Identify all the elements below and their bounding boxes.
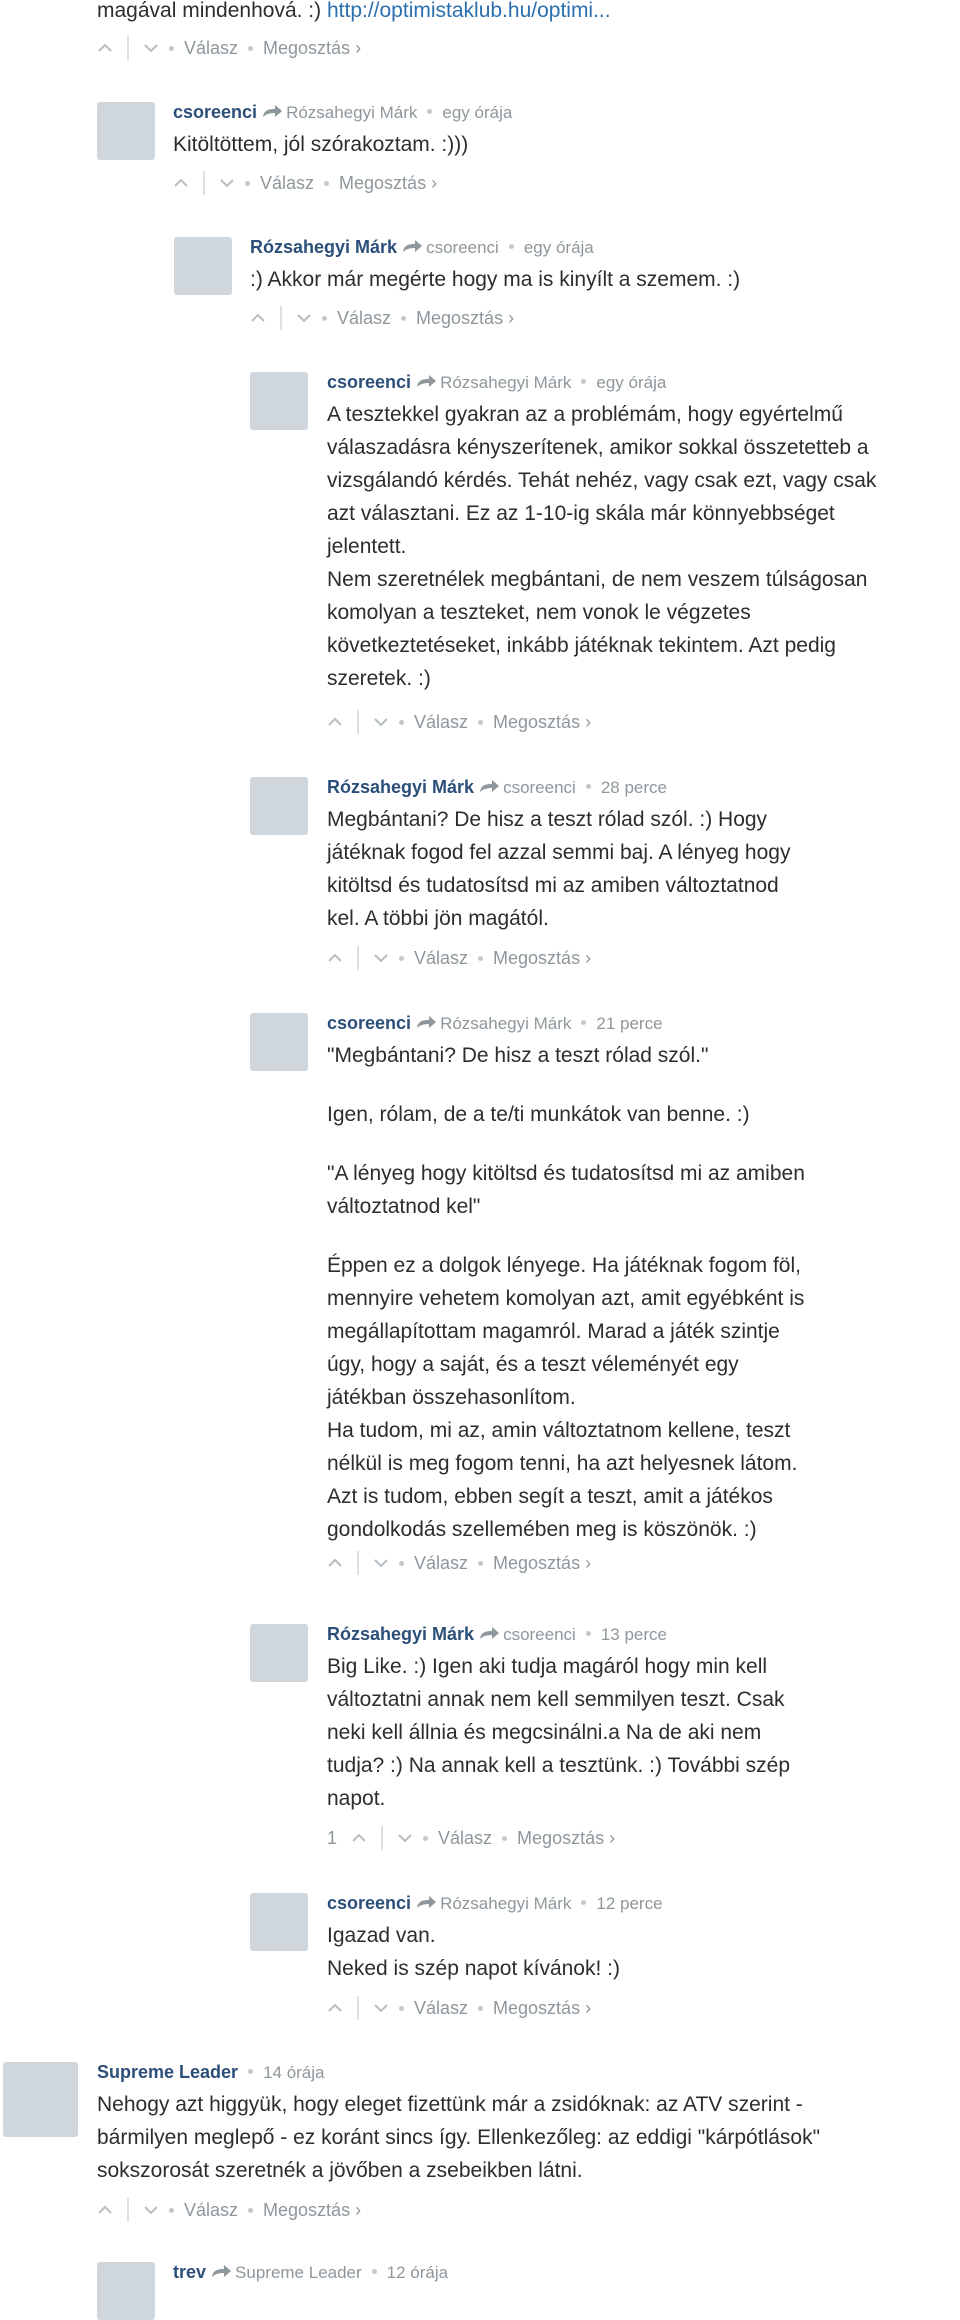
comment-line: A tesztekkel gyakran az a problémám, hogy egyértelmű xyxy=(327,403,843,426)
comment-time[interactable]: 21 perce xyxy=(596,1014,663,1033)
vote-divider xyxy=(357,946,359,970)
comment-time[interactable]: 12 órája xyxy=(386,2263,449,2282)
comment-line: gondolkodás szellemében meg is köszönök. :) xyxy=(327,1518,757,1541)
reply-arrow-icon xyxy=(478,778,500,794)
comment-line: Igazad van. xyxy=(327,1924,436,1947)
comment-line: jelentett. xyxy=(327,535,407,558)
reply-button[interactable]: Válasz xyxy=(438,1828,493,1848)
downvote-icon[interactable] xyxy=(373,1558,389,1568)
comment-line: "A lényeg hogy kitöltsd és tudatosítsd mi az amiben xyxy=(327,1162,805,1185)
vote-divider xyxy=(357,1551,359,1575)
comment-author[interactable]: csoreenci xyxy=(327,1013,412,1033)
comment-line: játékban összehasonlítom. xyxy=(327,1386,576,1409)
comment-line: játéknak fogod fel azzal semmi baj. A lényeg hogy xyxy=(327,841,791,864)
reply-arrow-icon xyxy=(415,1014,437,1030)
comment-body xyxy=(173,128,468,161)
separator-dot xyxy=(324,181,329,186)
reply-button[interactable]: Válasz xyxy=(260,173,315,193)
vote-count: 1 xyxy=(327,1828,338,1848)
comment-time[interactable]: 28 perce xyxy=(600,778,667,797)
reply-arrow-icon xyxy=(415,373,437,389)
comment-author[interactable]: csoreenci xyxy=(327,372,412,392)
downvote-icon[interactable] xyxy=(373,953,389,963)
comment-line: úgy, hogy a saját, és a teszt véleményét egy xyxy=(327,1353,739,1376)
separator-dot xyxy=(399,720,404,725)
comment-header xyxy=(327,1011,663,1036)
upvote-icon[interactable] xyxy=(97,2205,113,2215)
comment-footer xyxy=(327,1996,591,2020)
downvote-icon[interactable] xyxy=(373,717,389,727)
avatar[interactable] xyxy=(250,1893,308,1951)
comment-footer xyxy=(327,710,591,734)
downvote-icon[interactable] xyxy=(397,1833,413,1843)
vote-divider xyxy=(357,710,359,734)
downvote-icon[interactable] xyxy=(296,313,312,323)
comment-line: Azt is tudom, ebben segít a teszt, amit a játékos xyxy=(327,1485,773,1508)
comment-time[interactable]: 14 órája xyxy=(263,2063,325,2082)
comment-line: Megbántani? De hisz a teszt rólad szól. :) Hogy xyxy=(327,808,768,831)
comment-header xyxy=(97,2060,325,2085)
comment-footer xyxy=(250,306,514,330)
comment-header xyxy=(327,1622,667,1647)
reply-button[interactable]: Válasz xyxy=(184,2200,239,2220)
separator-dot xyxy=(581,379,586,384)
comment-author[interactable]: Rózsahegyi Márk xyxy=(327,777,475,797)
parent-author[interactable]: csoreenci xyxy=(503,778,576,797)
separator-dot xyxy=(248,2069,253,2074)
reply-button[interactable]: Válasz xyxy=(184,38,239,58)
vote-divider xyxy=(381,1826,383,1850)
comment-line: Neked is szép napot kívánok! :) xyxy=(327,1957,620,1980)
comment-header xyxy=(250,235,594,260)
reply-button[interactable]: Válasz xyxy=(414,712,469,732)
vote-divider xyxy=(127,2198,129,2222)
upvote-icon[interactable] xyxy=(97,43,113,53)
reply-arrow-icon xyxy=(478,1625,500,1641)
separator-dot xyxy=(478,1561,483,1566)
comment-footer xyxy=(327,1826,615,1850)
upvote-icon[interactable] xyxy=(351,1833,367,1843)
vote-divider xyxy=(127,36,129,60)
share-button[interactable]: Megosztás › xyxy=(493,1553,592,1573)
reply-arrow-icon xyxy=(401,238,423,254)
comment-line: bármilyen meglepő - ez koránt sincs így. Ellenkezőleg: az eddigi "kárpótlások" xyxy=(97,2126,821,2149)
comment-line: :) Akkor már megérte hogy ma is kinyílt a szemem. :) xyxy=(250,268,741,291)
parent-author[interactable]: Supreme Leader xyxy=(235,2263,362,2282)
avatar[interactable] xyxy=(250,372,308,430)
separator-dot xyxy=(581,1900,586,1905)
reply-button[interactable]: Válasz xyxy=(337,308,392,328)
comment-line: napot. xyxy=(327,1787,386,1810)
comment-author[interactable]: csoreenci xyxy=(173,102,258,122)
comment-line: változtatni annak nem kell semmilyen teszt. Csak xyxy=(327,1688,785,1711)
comment-line: szeretek. :) xyxy=(327,667,431,690)
comment-body xyxy=(250,263,740,296)
separator-dot xyxy=(399,956,404,961)
parent-author[interactable]: Rózsahegyi Márk xyxy=(286,103,418,122)
comment-line: sokszorosát szeretnék a jövőben a zsebeikben látni. xyxy=(97,2159,583,2182)
vote-divider xyxy=(203,171,205,195)
avatar[interactable] xyxy=(3,2062,78,2137)
avatar[interactable] xyxy=(174,237,232,295)
avatar[interactable] xyxy=(97,2262,155,2320)
comment-author[interactable]: Rózsahegyi Márk xyxy=(327,1624,475,1644)
comment-body xyxy=(327,1039,805,1546)
downvote-icon[interactable] xyxy=(143,43,159,53)
reply-button[interactable]: Válasz xyxy=(414,948,469,968)
downvote-icon[interactable] xyxy=(373,2003,389,2013)
share-button[interactable]: Megosztás › xyxy=(263,2200,362,2220)
comment-line: következtetéseket, inkább játéknak tekintem. Azt pedig xyxy=(327,634,836,657)
separator-dot xyxy=(169,2208,174,2213)
comment-line: Nem szeretnélek megbántani, de nem veszem túlságosan xyxy=(327,568,868,591)
upvote-icon[interactable] xyxy=(250,313,266,323)
separator-dot xyxy=(399,1561,404,1566)
upvote-icon[interactable] xyxy=(327,717,343,727)
comment-time[interactable]: egy órája xyxy=(523,238,594,257)
separator-dot xyxy=(478,956,483,961)
upvote-icon[interactable] xyxy=(173,178,189,188)
avatar[interactable] xyxy=(250,1624,308,1682)
comment-line: Nehogy azt higgyük, hogy eleget fizettünk már a zsidóknak: az ATV szerint - xyxy=(97,2093,803,2116)
comment-footer xyxy=(327,946,591,970)
comment-line: Igen, rólam, de a te/ti munkátok van benne. :) xyxy=(327,1103,750,1126)
separator-dot xyxy=(581,1020,586,1025)
comment-line: kitöltsd és tudatosítsd mi az amiben változtatnod xyxy=(327,874,779,897)
share-button[interactable]: Megosztás › xyxy=(339,173,438,193)
comment-line: Big Like. :) Igen aki tudja magáról hogy min kell xyxy=(327,1655,768,1678)
comment-footer-top xyxy=(97,36,361,60)
comment-header xyxy=(327,370,666,395)
avatar[interactable] xyxy=(250,1013,308,1071)
comment-author[interactable]: trev xyxy=(173,2262,207,2282)
top-fragment-text: magával mindenhová. :) xyxy=(97,0,327,22)
comment-line: Ha tudom, mi az, amin változtatnom kellene, teszt xyxy=(327,1419,791,1442)
separator-dot xyxy=(248,2208,253,2213)
downvote-icon[interactable] xyxy=(143,2205,159,2215)
separator-dot xyxy=(586,1631,591,1636)
comment-author[interactable]: csoreenci xyxy=(327,1893,412,1913)
comment-line: komolyan a teszteket, nem vonok le végzetes xyxy=(327,601,751,624)
comment-time[interactable]: 12 perce xyxy=(596,1894,663,1913)
share-button[interactable]: Megosztás › xyxy=(263,38,362,58)
comment-body xyxy=(327,1919,620,1985)
avatar[interactable] xyxy=(97,102,155,160)
comment-line: azt választani. Ez az 1-10-ig skála már könnyebbséget xyxy=(327,502,835,525)
separator-dot xyxy=(169,46,174,51)
comment-footer xyxy=(173,171,437,195)
vote-divider xyxy=(357,1996,359,2020)
parent-author[interactable]: Rózsahegyi Márk xyxy=(440,373,572,392)
avatar[interactable] xyxy=(250,777,308,835)
separator-dot xyxy=(399,2006,404,2011)
reply-arrow-icon xyxy=(415,1894,437,1910)
separator-dot xyxy=(401,316,406,321)
comment-footer xyxy=(327,1551,591,1575)
comment-time[interactable]: egy órája xyxy=(442,103,513,122)
comment-footer xyxy=(97,2198,361,2222)
separator-dot xyxy=(427,109,432,114)
comment-body xyxy=(97,2088,820,2187)
comment-body xyxy=(327,398,876,695)
comment-header xyxy=(173,100,512,125)
comment-line: megállapítottam magamról. Marad a játék szintje xyxy=(327,1320,780,1343)
share-button[interactable]: Megosztás › xyxy=(493,712,592,732)
parent-author[interactable]: csoreenci xyxy=(426,238,499,257)
comment-line: vizsgálandó kérdés. Tehát nehéz, vagy csak ezt, vagy csak xyxy=(327,469,877,492)
reply-button[interactable]: Válasz xyxy=(414,1553,469,1573)
separator-dot xyxy=(245,181,250,186)
comment-body xyxy=(327,803,790,935)
reply-arrow-icon xyxy=(261,103,283,119)
top-fragment-link[interactable]: http://optimistaklub.hu/optimi... xyxy=(326,0,611,22)
reply-button[interactable]: Válasz xyxy=(414,1998,469,2018)
separator-dot xyxy=(248,46,253,51)
separator-dot xyxy=(509,244,514,249)
separator-dot xyxy=(478,720,483,725)
upvote-icon[interactable] xyxy=(327,1558,343,1568)
comment-line: Kitöltöttem, jól szórakoztam. :))) xyxy=(173,133,469,156)
comment-header xyxy=(327,1891,663,1916)
comment-line: mennyire vehetem komolyan azt, amit egyébként is xyxy=(327,1287,805,1310)
separator-dot xyxy=(478,2006,483,2011)
parent-author[interactable]: Rózsahegyi Márk xyxy=(440,1894,572,1913)
separator-dot xyxy=(586,784,591,789)
downvote-icon[interactable] xyxy=(219,178,235,188)
separator-dot xyxy=(372,2269,377,2274)
comment-line: tudja? :) Na annak kell a tesztünk. :) További szép xyxy=(327,1754,791,1777)
comment-line: "Megbántani? De hisz a teszt rólad szól." xyxy=(327,1044,709,1067)
share-button[interactable]: Megosztás › xyxy=(517,1828,616,1848)
comment-line: nélkül is meg fogom tenni, ha azt helyesnek látom. xyxy=(327,1452,798,1475)
comment-line: válaszadásra kényszerítenek, amikor sokkal összetetteb a xyxy=(327,436,869,459)
comment-author[interactable]: Supreme Leader xyxy=(97,2062,239,2082)
parent-author[interactable]: Rózsahegyi Márk xyxy=(440,1014,572,1033)
share-button[interactable]: Megosztás › xyxy=(493,1998,592,2018)
parent-author[interactable]: csoreenci xyxy=(503,1625,576,1644)
comment-author[interactable]: Rózsahegyi Márk xyxy=(250,237,398,257)
vote-divider xyxy=(280,306,282,330)
share-button[interactable]: Megosztás › xyxy=(416,308,515,328)
separator-dot xyxy=(502,1836,507,1841)
upvote-icon[interactable] xyxy=(327,2003,343,2013)
upvote-icon[interactable] xyxy=(327,953,343,963)
comment-header xyxy=(327,775,667,800)
comment-line: változtatnod kel" xyxy=(327,1195,481,1218)
top-fragment xyxy=(97,0,611,27)
comment-body xyxy=(327,1650,790,1815)
separator-dot xyxy=(423,1836,428,1841)
separator-dot xyxy=(322,316,327,321)
comment-line: Éppen ez a dolgok lényege. Ha játéknak fogom föl, xyxy=(327,1254,801,1277)
comment-line: neki kell állnia és megcsinálni.a Na de aki nem xyxy=(327,1721,762,1744)
share-button[interactable]: Megosztás › xyxy=(493,948,592,968)
comment-time[interactable]: 13 perce xyxy=(600,1625,667,1644)
comment-header xyxy=(173,2260,448,2285)
comment-time[interactable]: egy órája xyxy=(596,373,667,392)
reply-arrow-icon xyxy=(210,2263,232,2279)
comment-line: kel. A többi jön magától. xyxy=(327,907,549,930)
